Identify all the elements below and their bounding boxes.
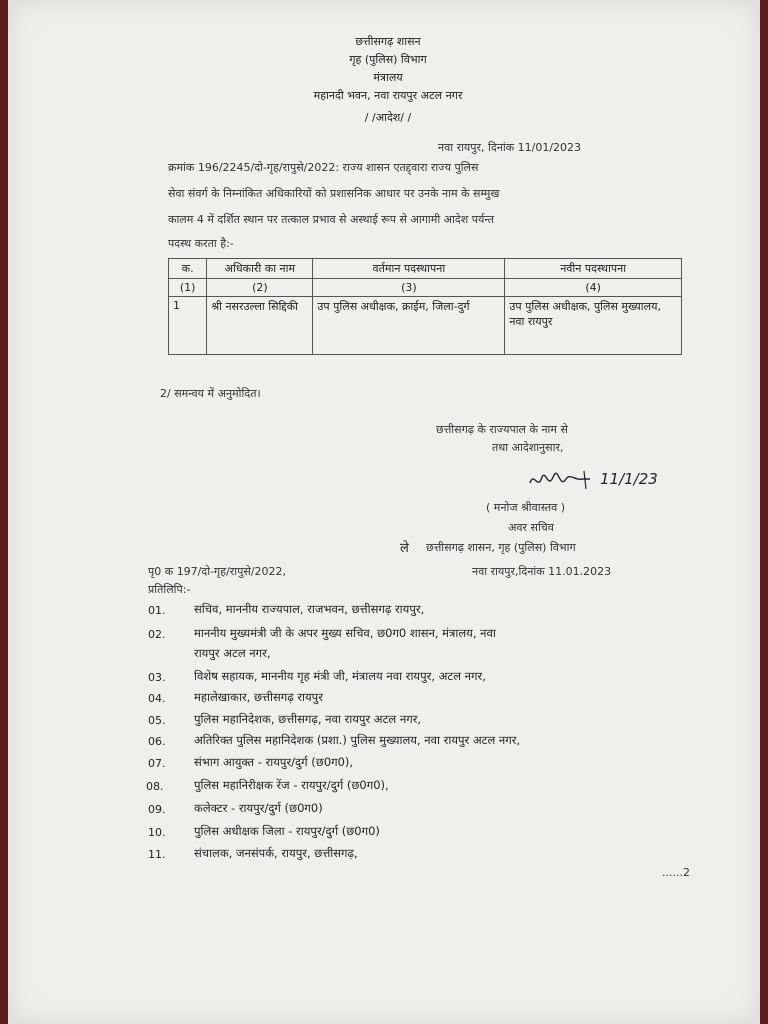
list-item-cont: रायपुर अटल नगर, xyxy=(194,646,271,660)
signatory-name: ( मनोज श्रीवास्तव ) xyxy=(486,501,566,514)
row-new-posting: उप पुलिस अधीक्षक, पुलिस मुख्यालय, नवा रायपुर xyxy=(505,297,682,355)
signature-date: 11/1/23 xyxy=(600,470,658,488)
list-item-num: 02. xyxy=(148,628,166,641)
list-item: सचिव, माननीय राज्यपाल, राजभवन, छत्तीसगढ़ रायपुर, xyxy=(194,602,425,616)
header-new-posting: नवीन पदस्थापना xyxy=(505,259,682,279)
colnum-2: (2) xyxy=(207,279,313,297)
list-item-num: 06. xyxy=(148,735,166,748)
signatory-designation: अवर सचिव xyxy=(508,521,554,534)
list-item: कलेक्टर - रायपुर/दुर्ग (छ0ग0) xyxy=(194,801,323,815)
order-para-line4: पदस्थ करता है:- xyxy=(168,237,234,250)
list-item-num: 08. xyxy=(146,780,164,793)
list-item-num: 03. xyxy=(148,671,166,684)
endorsement-number: पृ0 क 197/दो-गृह/रापुसे/2022, xyxy=(148,565,287,578)
table-colnum-row xyxy=(169,279,682,297)
header-ministry: मंत्रालय xyxy=(373,71,403,84)
note-approved: 2/ समन्वय में अनुमोदित। xyxy=(160,387,261,400)
header-address: महानदी भवन, नवा रायपुर अटल नगर xyxy=(313,89,463,102)
colnum-4: (4) xyxy=(505,279,682,297)
authority-line1: छत्तीसगढ़ के राज्यपाल के नाम से xyxy=(436,423,568,436)
header-order-title: / /आदेश/ / xyxy=(364,111,412,124)
table-row xyxy=(169,297,682,355)
endorsement-place-date: नवा रायपुर,दिनांक 11.01.2023 xyxy=(472,565,612,578)
list-item: पुलिस महानिदेशक, छत्तीसगढ़, नवा रायपुर अटल नगर, xyxy=(194,712,422,726)
header-sno: क. xyxy=(169,259,207,279)
header-officer-name: अधिकारी का नाम xyxy=(207,259,313,279)
posting-table xyxy=(168,258,682,355)
list-item-num: 09. xyxy=(148,803,166,816)
list-item-num: 05. xyxy=(148,714,166,727)
list-item-num: 11. xyxy=(148,848,166,861)
list-item: विशेष सहायक, माननीय गृह मंत्री जी, मंत्रालय नवा रायपुर, अटल नगर, xyxy=(194,669,486,683)
list-item-num: 07. xyxy=(148,757,166,770)
row-sno: 1 xyxy=(169,297,207,355)
page-continuation: ......2 xyxy=(662,866,690,879)
header-current-posting: वर्तमान पदस्थापना xyxy=(313,259,505,279)
authority-line2: तथा आदेशानुसार, xyxy=(492,441,564,454)
order-para-line3: कालम 4 में दर्शित स्थान पर तत्काल प्रभाव से अस्थाई रूप से आगामी आदेश पर्यन्त xyxy=(168,213,495,226)
signatory-department: छत्तीसगढ़ शासन, गृह (पुलिस) विभाग xyxy=(426,541,576,554)
list-item-num: 04. xyxy=(148,692,166,705)
list-item-num: 01. xyxy=(148,604,166,617)
list-item: संभाग आयुक्त - रायपुर/दुर्ग (छ0ग0), xyxy=(194,755,354,769)
order-para-line1: क्रमांक 196/2245/दो-गृह/रापुसे/2022: राज्य शासन एतद्द्वारा राज्य पुलिस xyxy=(168,161,479,174)
copy-label: प्रतिलिपि:- xyxy=(148,583,191,596)
list-item: पुलिस अधीक्षक जिला - रायपुर/दुर्ग (छ0ग0) xyxy=(194,824,380,838)
header-dept: गृह (पुलिस) विभाग xyxy=(349,53,427,66)
order-place-date: नवा रायपुर, दिनांक 11/01/2023 xyxy=(438,141,582,154)
list-item: महालेखाकार, छत्तीसगढ़ रायपुर xyxy=(194,690,323,704)
list-item: संचालक, जनसंपर्क, रायपुर, छत्तीसगढ़, xyxy=(194,846,358,860)
header-govt: छत्तीसगढ़ शासन xyxy=(355,35,421,48)
stamp-mark-icon: ले xyxy=(400,541,409,556)
colnum-3: (3) xyxy=(313,279,505,297)
list-item: पुलिस महानिरीक्षक रेंज - रायपुर/दुर्ग (छ0ग0), xyxy=(194,778,389,792)
list-item-num: 10. xyxy=(148,826,166,839)
row-officer-name: श्री नसरउल्ला सिद्दिकी xyxy=(207,297,313,355)
colnum-1: (1) xyxy=(169,279,207,297)
list-item: माननीय मुख्यमंत्री जी के अपर मुख्य सचिव, छ0ग0 शासन, मंत्रालय, नवा xyxy=(194,626,496,640)
order-para-line2: सेवा संवर्ग के निम्नांकित अधिकारियों को प्रशासनिक आधार पर उनके नाम के सम्मुख xyxy=(168,187,500,200)
list-item: अतिरिक्त पुलिस महानिदेशक (प्रशा.) पुलिस मुख्यालय, नवा रायपुर अटल नगर, xyxy=(194,733,521,747)
document-page xyxy=(8,0,760,1024)
row-current-posting: उप पुलिस अधीक्षक, क्राईम, जिला-दुर्ग xyxy=(313,297,505,355)
table-header-row xyxy=(169,259,682,279)
